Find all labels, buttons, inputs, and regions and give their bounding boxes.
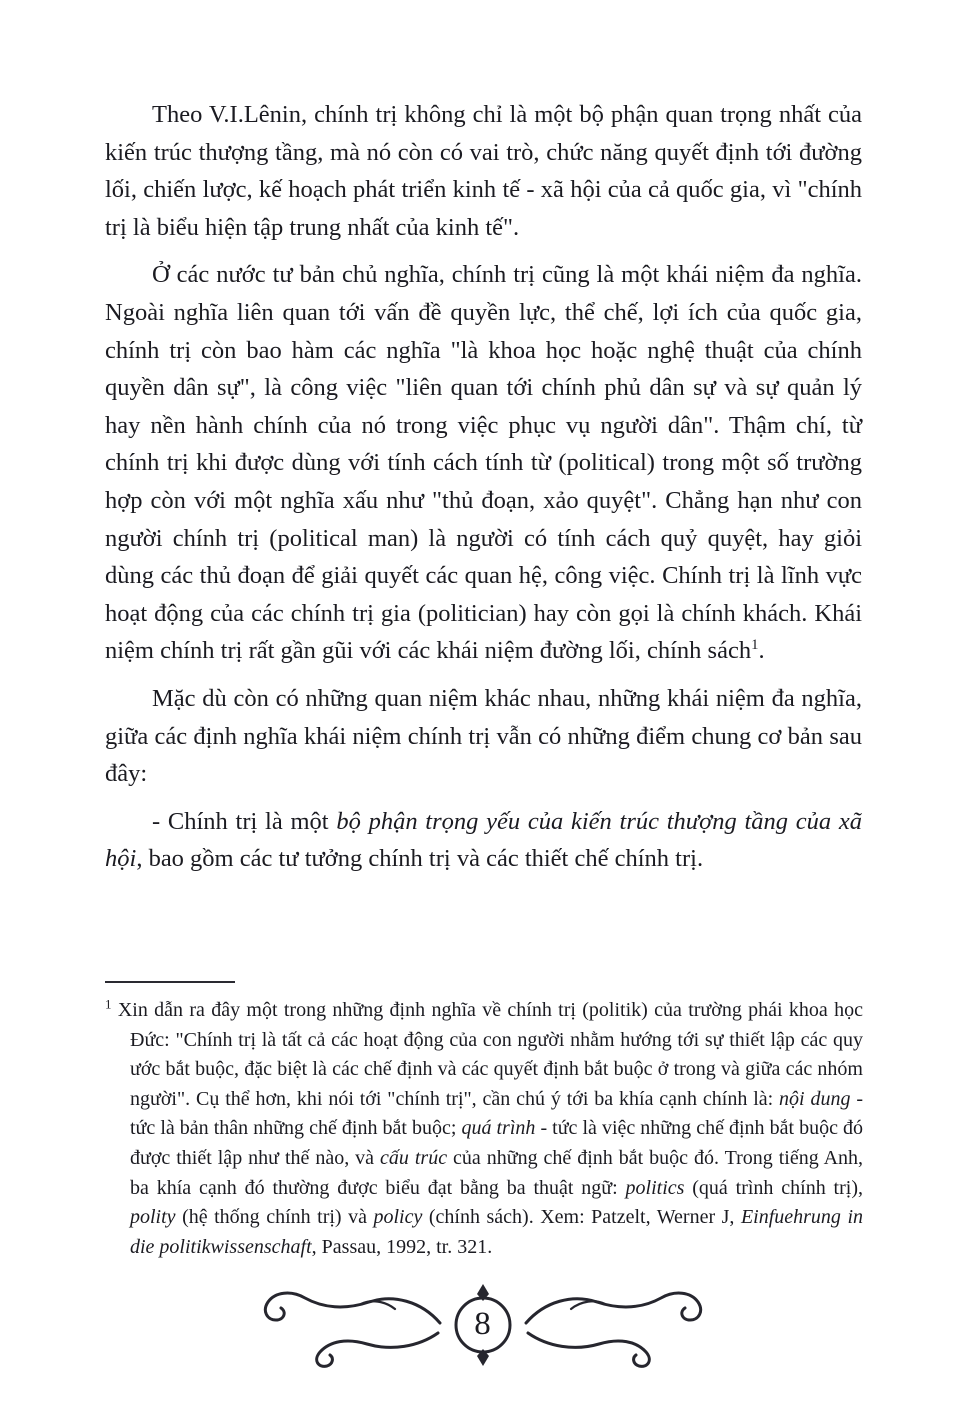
footnote-run: (chính sách). Xem: Patzelt, Werner J, — [422, 1206, 741, 1229]
footnote-text — [105, 996, 863, 1262]
paragraph-4-tail: , bao gồm các tư tưởng chính trị và các thiết chế chính trị. — [136, 845, 704, 873]
footnote-run: (hệ thống chính trị) và — [175, 1206, 374, 1229]
footnote-run: polity — [130, 1206, 176, 1229]
paragraph-1: Theo V.I.Lênin, chính trị không chỉ là một bộ phận quan trọng nhất của kiến trúc thượng tầng, mà nó còn có vai trò, chức năng quyết định tới đường lối, chiến lược, kế hoạch phát triển kinh tế - xã hội của cả quốc gia, vì "chính trị là biểu hiện tập trung nhất của kinh tế". — [105, 101, 862, 241]
paragraph-2-text: Ở các nước tư bản chủ nghĩa, chính trị cũng là một khái niệm đa nghĩa. Ngoài nghĩa liên quan tới vấn đề quyền lực, thể chế, lợi ích của quốc gia, chính trị còn bao hàm các nghĩa "là khoa học hoặc nghệ thuật của chính quyền dân sự", là công việc "liên quan tới chính phủ dân sự và sự quản lý hay nền hành chính của nó trong việc phục vụ người dân". Thậm chí, từ chính trị khi được dùng với tính cách tính từ (political) trong một số trường hợp còn với một nghĩa xấu như "thủ đoạn, xảo quyệt". Chẳng hạn như con người chính trị (political man) là người có tính cách quỷ quyệt, hay giỏi dùng các thủ đoạn để giải quyết các quan hệ, công việc. Chính trị là lĩnh vực hoạt động của các chính trị gia (politician) hay còn gọi là chính khách. Khái niệm chính trị rất gần gũi với các khái niệm đường lối, chính sách — [105, 261, 862, 665]
paragraph-4-italic: bộ phận trọng yếu của kiến trúc thượng tầng của xã hội — [105, 807, 862, 873]
footnote-run: policy — [373, 1206, 423, 1229]
paragraph-2-tail: . — [758, 637, 765, 665]
paragraph-4-lead: - Chính trị là một — [152, 807, 337, 835]
footnote-run: , Passau, 1992, tr. 321. — [311, 1235, 493, 1258]
footnote-run: politics — [625, 1176, 685, 1199]
footnote-run: của những chế định bắt buộc đó. Trong tiếng Anh, ba khía cạnh đó thường được biểu đạt bằng ba thuật ngữ: — [130, 1146, 864, 1199]
footnote-run: nội dung — [779, 1087, 851, 1110]
footnote-reference: 1 — [751, 637, 759, 654]
page-body — [105, 96, 862, 888]
paragraph-3: Mặc dù còn có những quan niệm khác nhau, những khái niệm đa nghĩa, giữa các định nghĩa khái niệm chính trị vẫn có những điểm chung cơ bản sau đây: — [105, 684, 862, 788]
footnote-run: quá trình — [461, 1117, 536, 1140]
page-footer — [243, 1271, 723, 1381]
paragraph-4 — [105, 803, 862, 878]
flourish-left-icon — [265, 1293, 440, 1366]
footnote-area — [105, 981, 863, 1262]
footnote-separator — [105, 981, 235, 983]
footnote-run: (quá trình chính trị), — [684, 1176, 863, 1199]
footnote-run: - tức là việc những chế định bắt buộc đó được thiết lập như thế nào, và — [130, 1117, 863, 1169]
footnote-run: Xin dẫn ra đây một trong những định nghĩa về chính trị (politik) của trường phái khoa học Đức: "Chính trị là tất cả các hoạt động của con người nhằm hướng tới sự thiết lập các quy ước bắt buộc, đặc biệt là các chế định và các quyết định bắt buộc ở trong và giữa các nhóm người". Cụ thể hơn, khi nói tới "chính trị", cần chú ý tới ba khía cạnh chính là: — [117, 999, 864, 1110]
footnote-run: - tức là bản thân những chế định bắt buộc; — [130, 1087, 863, 1140]
paragraph-2 — [105, 256, 862, 670]
footnote-marker: 1 — [105, 996, 112, 1012]
footnote-run: Einfuehrung in die politikwissenschaft — [130, 1206, 864, 1258]
page-number: 8 — [474, 1305, 491, 1342]
flourish-right-icon — [526, 1293, 701, 1366]
footnote-run: cấu trúc — [380, 1146, 448, 1169]
